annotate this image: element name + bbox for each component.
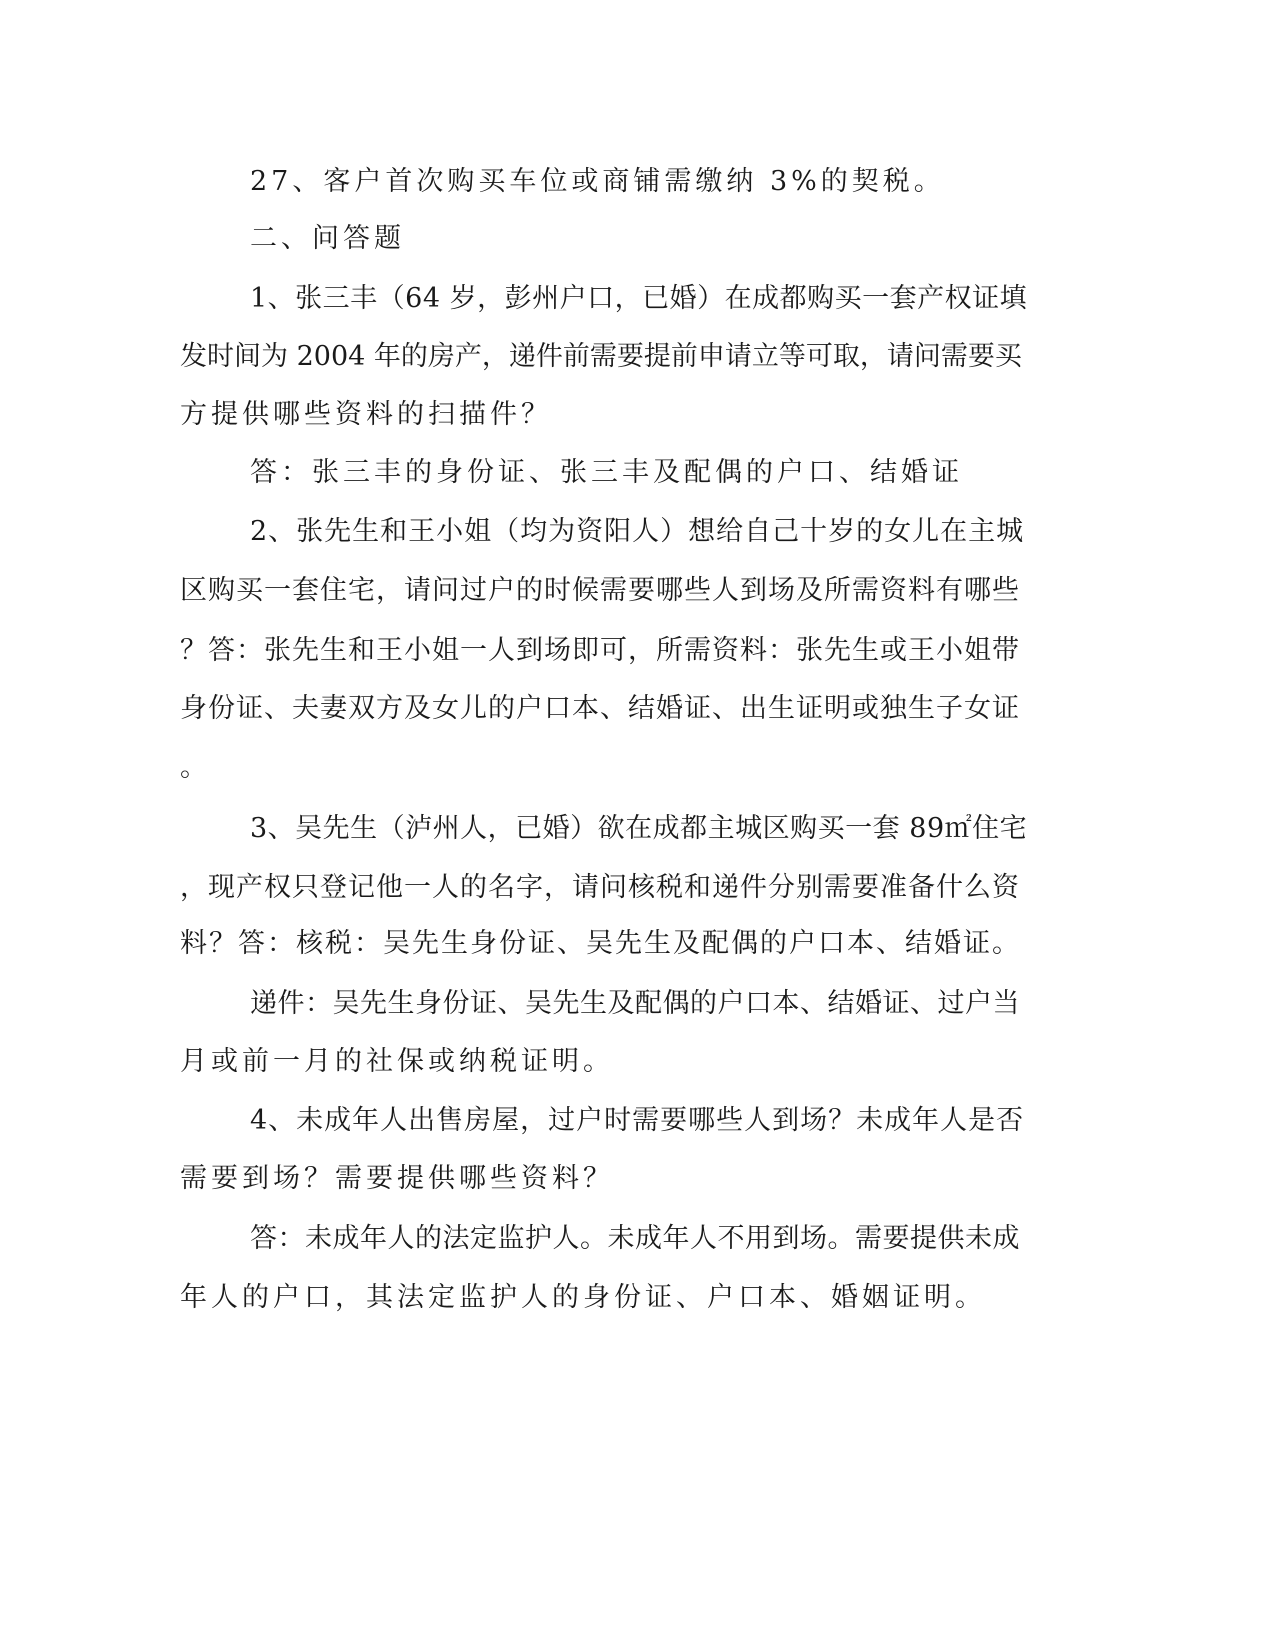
question-4-line-1: 4、未成年人出售房屋，过户时需要哪些人到场？未成年人是否 bbox=[250, 1105, 1025, 1136]
question-4-line-2: 需要到场？需要提供哪些资料？ bbox=[180, 1163, 614, 1194]
answer-3-line-1: 递件：吴先生身份证、吴先生及配偶的户口本、结婚证、过户当 bbox=[250, 988, 1020, 1019]
question-2-line-1: 2、张先生和王小姐（均为资阳人）想给自己十岁的女儿在主城 bbox=[250, 516, 1025, 547]
section-heading: 二、问答题 bbox=[250, 223, 405, 254]
question-2-line-5: 。 bbox=[180, 752, 211, 783]
question-2-line-4: 身份证、夫妻双方及女儿的户口本、结婚证、出生证明或独生子女证 bbox=[180, 693, 1020, 724]
answer-4-line-2: 年人的户口，其法定监护人的身份证、户口本、婚姻证明。 bbox=[180, 1282, 986, 1313]
question-1-line-3: 方提供哪些资料的扫描件？ bbox=[180, 399, 552, 430]
text-line-01: 27、客户首次购买车位或商铺需缴纳 3%的契税。 bbox=[250, 166, 945, 197]
question-1-line-2: 发时间为 2004 年的房产，递件前需要提前申请立等可取，请问需要买 bbox=[180, 341, 1022, 372]
question-3-line-3: 料？答：核税：吴先生身份证、吴先生及配偶的户口本、结婚证。 bbox=[180, 928, 1021, 959]
question-2-line-2: 区购买一套住宅，请问过户的时候需要哪些人到场及所需资料有哪些 bbox=[180, 575, 1020, 606]
question-2-line-3: ？答：张先生和王小姐一人到场即可，所需资料：张先生或王小姐带 bbox=[180, 635, 1020, 666]
question-3-line-2: ，现产权只登记他一人的名字，请问核税和递件分别需要准备什么资 bbox=[180, 872, 1020, 903]
answer-4-line-1: 答：未成年人的法定监护人。未成年人不用到场。需要提供未成 bbox=[250, 1223, 1020, 1254]
question-3-line-1: 3、吴先生（泸州人，已婚）欲在成都主城区购买一套 89㎡住宅 bbox=[250, 813, 1028, 844]
question-1-line-1: 1、张三丰（64 岁，彭州户口，已婚）在成都购买一套产权证填 bbox=[250, 283, 1028, 314]
answer-3-line-2: 月或前一月的社保或纳税证明。 bbox=[180, 1046, 614, 1077]
answer-1: 答：张三丰的身份证、张三丰及配偶的户口、结婚证 bbox=[250, 457, 963, 488]
